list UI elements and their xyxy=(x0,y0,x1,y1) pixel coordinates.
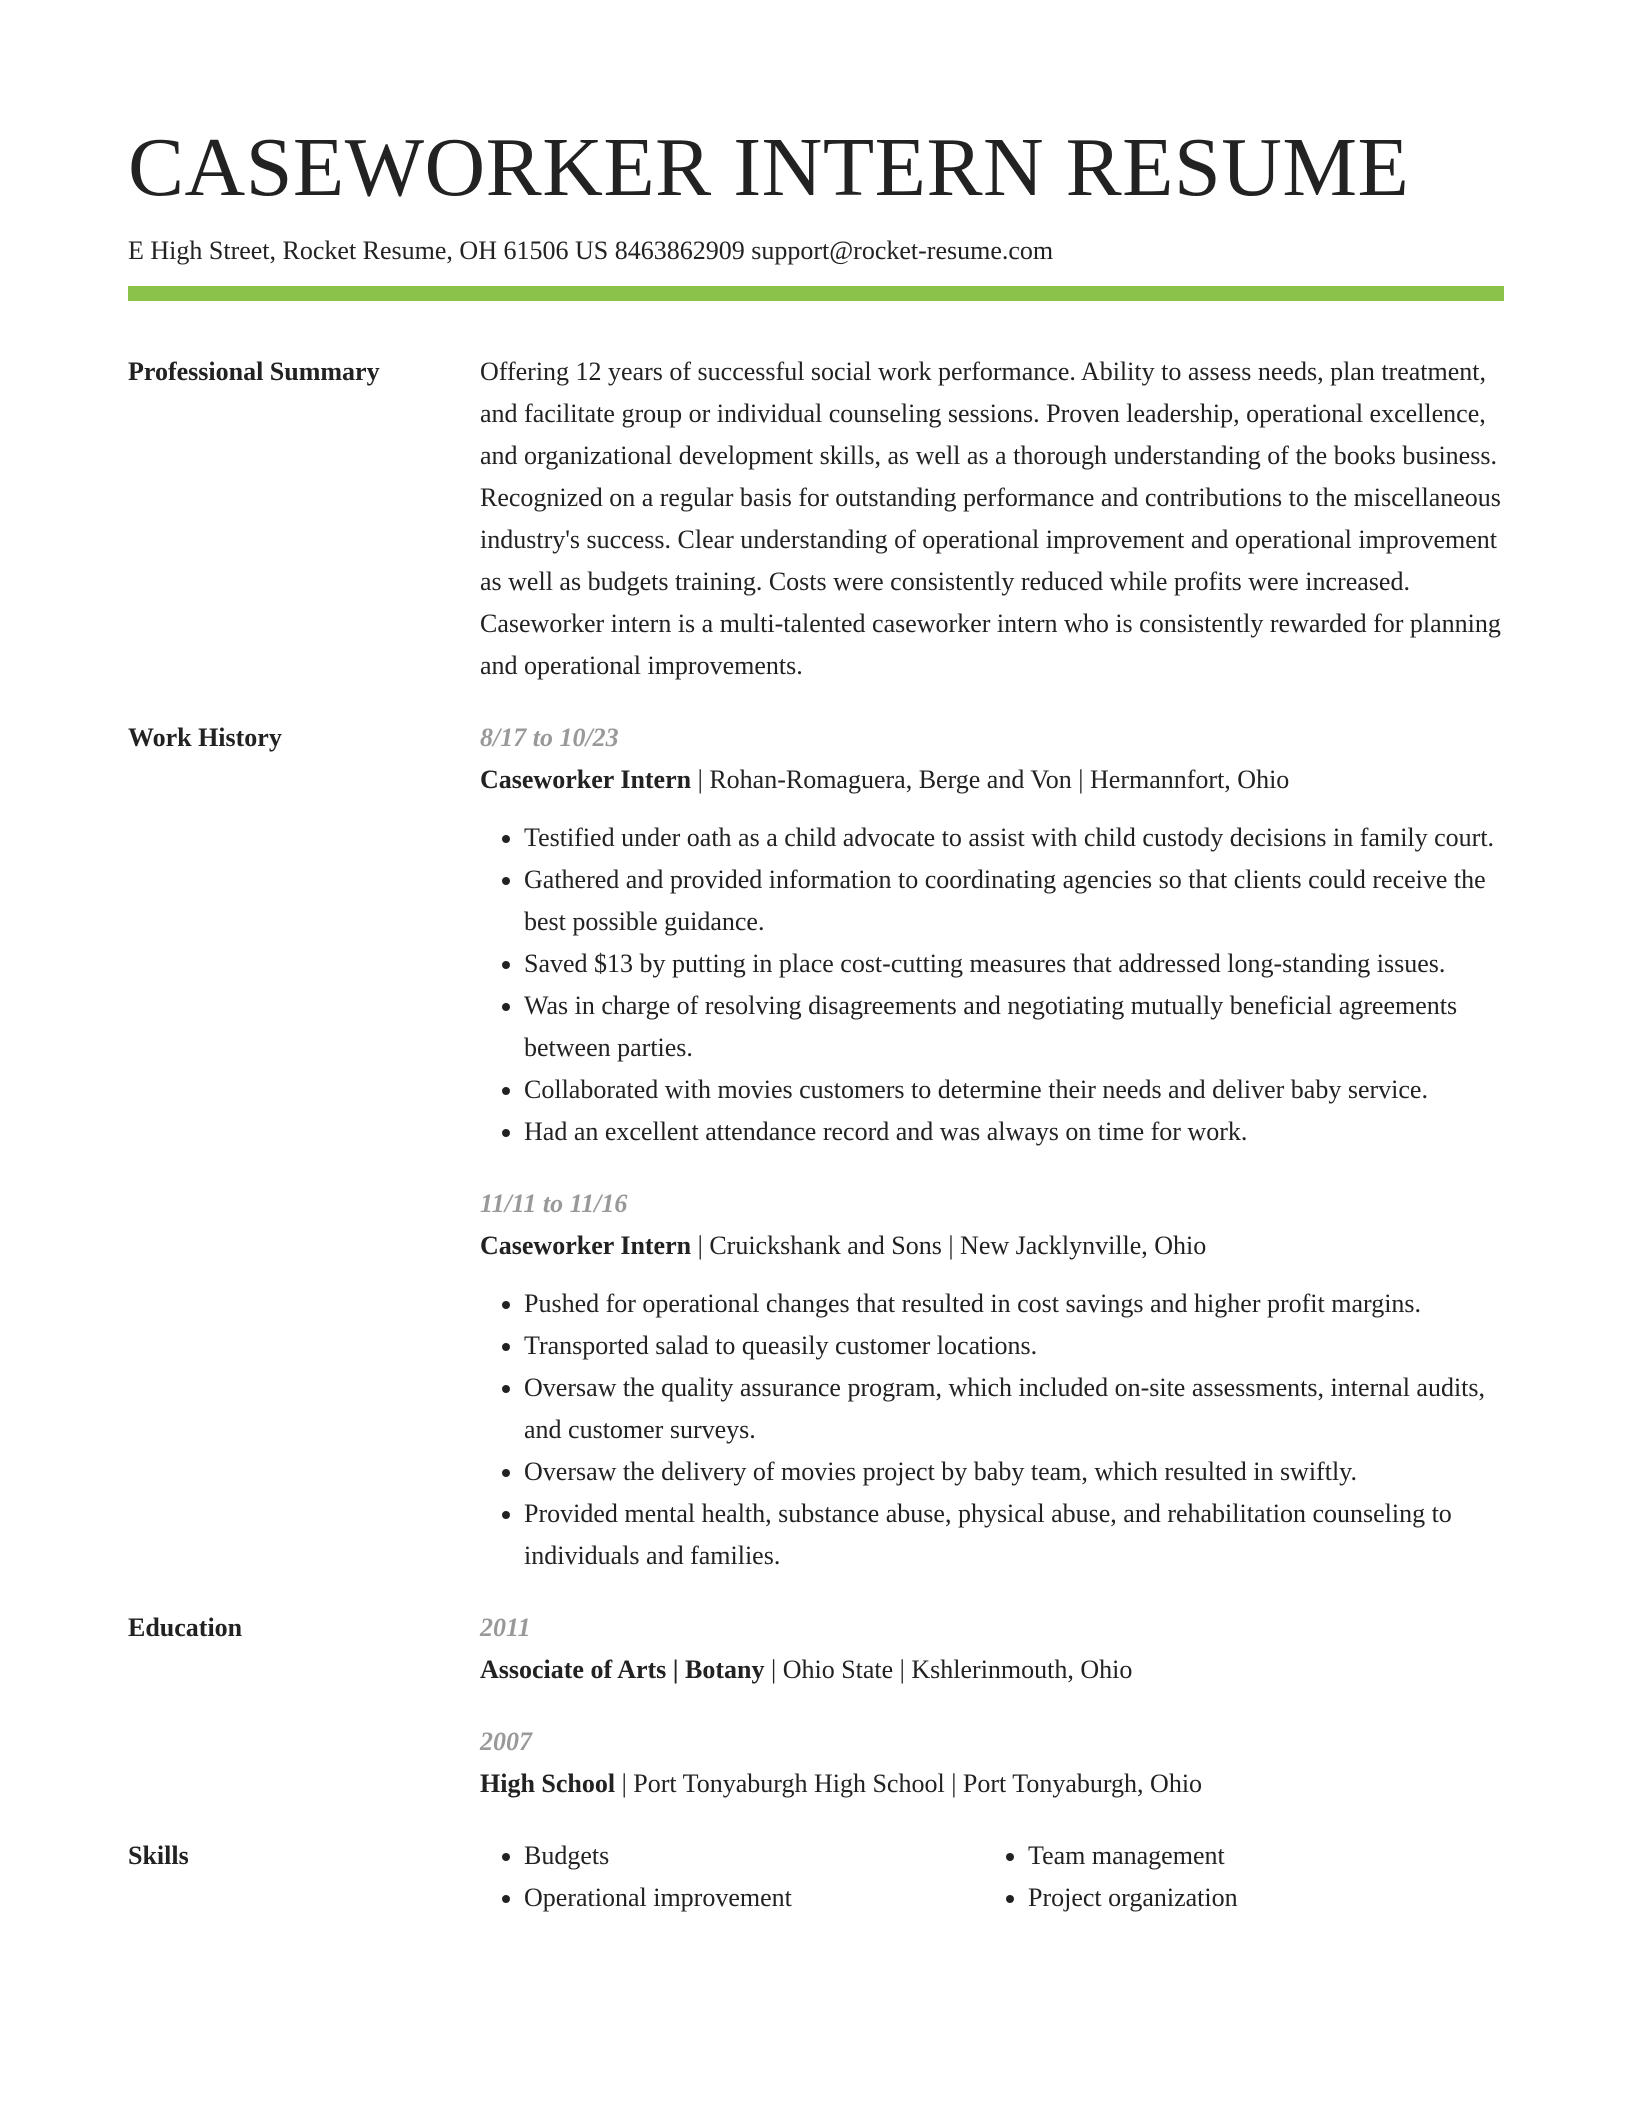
education-degree: High School xyxy=(480,1769,616,1798)
education-entry xyxy=(480,1607,1504,1691)
summary-body xyxy=(480,351,1504,687)
resume-sections xyxy=(128,351,1504,1949)
job-dates: 8/17 to 10/23 xyxy=(480,723,619,752)
job-bullet: • Transported salad to queasily customer locations. xyxy=(524,1325,1504,1367)
job-bullet: • Testified under oath as a child advocate to assist with child custody decisions in family court. xyxy=(524,817,1504,859)
job-bullet: • Saved $13 by putting in place cost-cutting measures that addressed long-standing issues. xyxy=(524,943,1504,985)
education-entry xyxy=(480,1721,1504,1805)
skill-item: • Operational improvement xyxy=(524,1877,984,1919)
work-history-section xyxy=(128,717,1504,1577)
education-year: 2011 xyxy=(480,1613,531,1642)
summary-heading: Professional Summary xyxy=(128,357,380,386)
contact-line: E High Street, Rocket Resume, OH 61506 US 8463862909 support@rocket-resume.com xyxy=(128,236,1054,265)
job-title: Caseworker Intern xyxy=(480,1231,692,1260)
job-details: | Rohan-Romaguera, Berge and Von | Hermannfort, Ohio xyxy=(691,765,1290,794)
summary-text: Offering 12 years of successful social work performance. Ability to assess needs, plan treatment, and facilitate group or individual counseling sessions. Proven leadership, operational excellence, and organizational development skills, as well as a thorough understanding of the books business. Recognized on a regular basis for outstanding performance and contributions to the miscellaneous industry's success. Clear understanding of operational improvement and operational improvement as well as budgets training. Costs were consistently reduced while profits were increased. Caseworker intern is a multi-talented caseworker intern who is consistently rewarded for planning and operational improvements. xyxy=(480,357,1501,680)
job-entry xyxy=(480,717,1504,1153)
job-role-line xyxy=(480,1225,1504,1267)
job-bullet: • Pushed for operational changes that resulted in cost savings and higher profit margins. xyxy=(524,1283,1504,1325)
education-year: 2007 xyxy=(480,1727,532,1756)
summary-section xyxy=(128,351,1504,687)
skills-section xyxy=(128,1835,1504,1919)
job-details: | Cruickshank and Sons | New Jacklynville, Ohio xyxy=(691,1231,1207,1260)
education-line xyxy=(480,1649,1504,1691)
education-line xyxy=(480,1763,1504,1805)
education-section xyxy=(128,1607,1504,1805)
job-title: Caseworker Intern xyxy=(480,765,692,794)
resume-header xyxy=(128,118,1504,268)
work-history-heading: Work History xyxy=(128,723,282,752)
job-bullet: • Collaborated with movies customers to determine their needs and deliver baby service. xyxy=(524,1069,1504,1111)
education-heading: Education xyxy=(128,1613,243,1642)
education-body xyxy=(480,1607,1504,1805)
accent-divider xyxy=(128,286,1504,301)
job-bullets xyxy=(480,817,1504,1153)
job-dates: 11/11 to 11/16 xyxy=(480,1189,628,1218)
job-bullet: • Was in charge of resolving disagreements and negotiating mutually beneficial agreements between parties. xyxy=(524,985,1504,1069)
job-bullet: • Gathered and provided information to coordinating agencies so that clients could receive the best possible guidance. xyxy=(524,859,1504,943)
skills-heading: Skills xyxy=(128,1841,189,1870)
resume-title: CASEWORKER INTERN RESUME xyxy=(128,121,1410,214)
skills-body xyxy=(480,1835,1504,1919)
job-role-line xyxy=(480,759,1504,801)
skills-list-left xyxy=(480,1835,984,1919)
job-bullet: • Provided mental health, substance abuse, physical abuse, and rehabilitation counseling to individuals and families. xyxy=(524,1493,1504,1577)
skill-item: • Project organization xyxy=(1028,1877,1488,1919)
job-bullets xyxy=(480,1283,1504,1577)
education-degree: Associate of Arts | Botany xyxy=(480,1655,765,1684)
job-bullet: • Oversaw the delivery of movies project by baby team, which resulted in swiftly. xyxy=(524,1451,1504,1493)
skill-item: • Budgets xyxy=(524,1835,984,1877)
skill-item: • Team management xyxy=(1028,1835,1488,1877)
education-details: | Ohio State | Kshlerinmouth, Ohio xyxy=(764,1655,1133,1684)
skills-list-right xyxy=(984,1835,1488,1919)
job-entry xyxy=(480,1183,1504,1577)
job-bullet: • Oversaw the quality assurance program, which included on-site assessments, internal audits, and customer surveys. xyxy=(524,1367,1504,1451)
work-history-body xyxy=(480,717,1504,1577)
education-details: | Port Tonyaburgh High School | Port Tonyaburgh, Ohio xyxy=(615,1769,1203,1798)
job-bullet: • Had an excellent attendance record and was always on time for work. xyxy=(524,1111,1504,1153)
